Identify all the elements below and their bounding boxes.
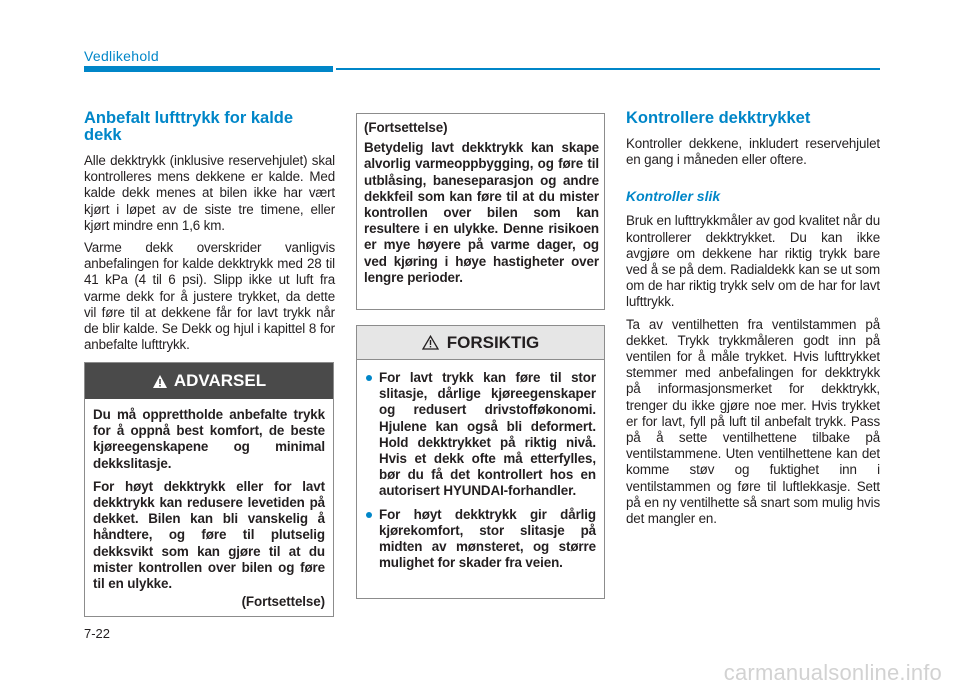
warning-label: ADVARSEL (173, 371, 267, 390)
warning-continued: (Fortsettelse) (241, 594, 325, 610)
check-pressure-paragraph-1: Kontroller dekkene, inkludert reservehjulet en gang i måneden eller oftere. (626, 136, 880, 168)
warning-text-1: Du må opprettholde anbefalte trykk for å oppnå best komfort, de beste kjøreegenskapene og minimal dekkslitasje. (93, 407, 325, 471)
cold-tire-heading: Anbefalt lufttrykk for kalde dekk (84, 109, 294, 144)
caution-label: FORSIKTIG (446, 332, 540, 352)
caution-item (366, 507, 596, 572)
right-column (626, 110, 880, 533)
caution-header (357, 326, 604, 360)
watermark: carmanualsonline.info (723, 660, 942, 685)
warning-text-2: For høyt dekktrykk eller for lavt dekktrykk kan redusere levetiden på dekket. Bilen kan bli vanskelig å håndtere, og føre til plutselig dekksvikt som kan gjøre til at du mister kontrollen over bilen og føre til en ulykke. (93, 478, 325, 592)
caution-triangle-icon (422, 335, 439, 350)
bullet-icon (366, 375, 372, 381)
section-title: Vedlikehold (84, 48, 159, 64)
page-number: 7-22 (84, 626, 111, 641)
how-to-check-subheading: Kontroller slik (626, 188, 721, 205)
check-pressure-paragraph-2: Bruk en lufttrykkmåler av god kvalitet når du kontrollerer dekktrykket. Du kan ikke avgjøre om dekkene har riktig trykk bare ved å se på dem. Radialdekk kan se ut som om de har riktig trykk selv om de har for lavt lufttrykk. (626, 213, 880, 310)
caution-item-text: For lavt trykk kan føre til stor slitasje, dårlige kjøreegenskaper og redusert drivstofføkonomi. Hjulene kan også bli deformert. Hold dekktrykket på riktig nivå. Hvis et dekk ofte må etterfylles, bør du få det kontrollert hos en autorisert HYUNDAI-forhandler. (379, 370, 596, 499)
header-rule (336, 68, 880, 70)
continuation-label: (Fortsettelse) (364, 120, 448, 135)
warning-box (84, 362, 334, 617)
continuation-text: Betydelig lavt dekktrykk kan skape alvorlig varmeoppbygging, og føre til utblåsing, baneseparasjon og andre dekkfeil som kan føre til at du mister kontrollen over bilen som kan resultere i en ulykke. Denne risikoen er mye høyere på varme dager, og ved kjøring i høye hastigheter over lengre perioder. (364, 140, 599, 285)
caution-item-text: For høyt dekktrykk gir dårlig kjørekomfort, stor slitasje på midten av mønsteret, og større mulighet for skader fra veien. (379, 506, 596, 571)
check-pressure-paragraph-3: Ta av ventilhetten fra ventilstammen på dekket. Trykk trykkmåleren godt inn på ventilen for å måle trykket. Hvis lufttrykket stemmer med anbefalingen for dekktrykk på informasjonsmerket for dekktrykk, trenger du ikke gjøre noe mer. Hvis trykket er for lavt, fyll på luft til anbefalt trykk. Pass på å sette ventilhettene tilbake på ventilstammene. Uten ventilhettene kan det komme støv og fuktighet inn i ventilstammen og føre til luftlekkasje. Sett på en ny ventilhette så snart som mulig hvis det mangler en. (626, 316, 880, 527)
bullet-icon (366, 512, 372, 518)
header-bar (84, 66, 333, 72)
warning-header (85, 363, 333, 399)
caution-item (366, 370, 596, 500)
cold-tire-paragraph-2: Varme dekk overskrider vanligvis anbefalingen for kalde dekktrykk med 28 til 41 kPa (4 til 6 psi). Slipp ikke ut luft fra varme dekk for å justere trykket, da dette vil føre til at dekkene får for lavt trykk når de blir kalde. Se Dekk og hjul i kapittel 8 for anbefalte lufttrykk. (84, 240, 335, 353)
warning-triangle-icon (152, 374, 168, 389)
cold-tire-paragraph-1: Alle dekktrykk (inklusive reservehjulet) skal kontrolleres mens dekkene er kalde. Med kalde dekk menes at bilen ikke har vært kjørt i løpet av de siste tre timene, eller kjørt mindre enn 1,6 km. (84, 153, 335, 233)
caution-box (356, 325, 605, 599)
left-column (84, 110, 335, 359)
continuation-box (356, 113, 605, 310)
check-pressure-heading: Kontrollere dekktrykket (626, 109, 811, 127)
